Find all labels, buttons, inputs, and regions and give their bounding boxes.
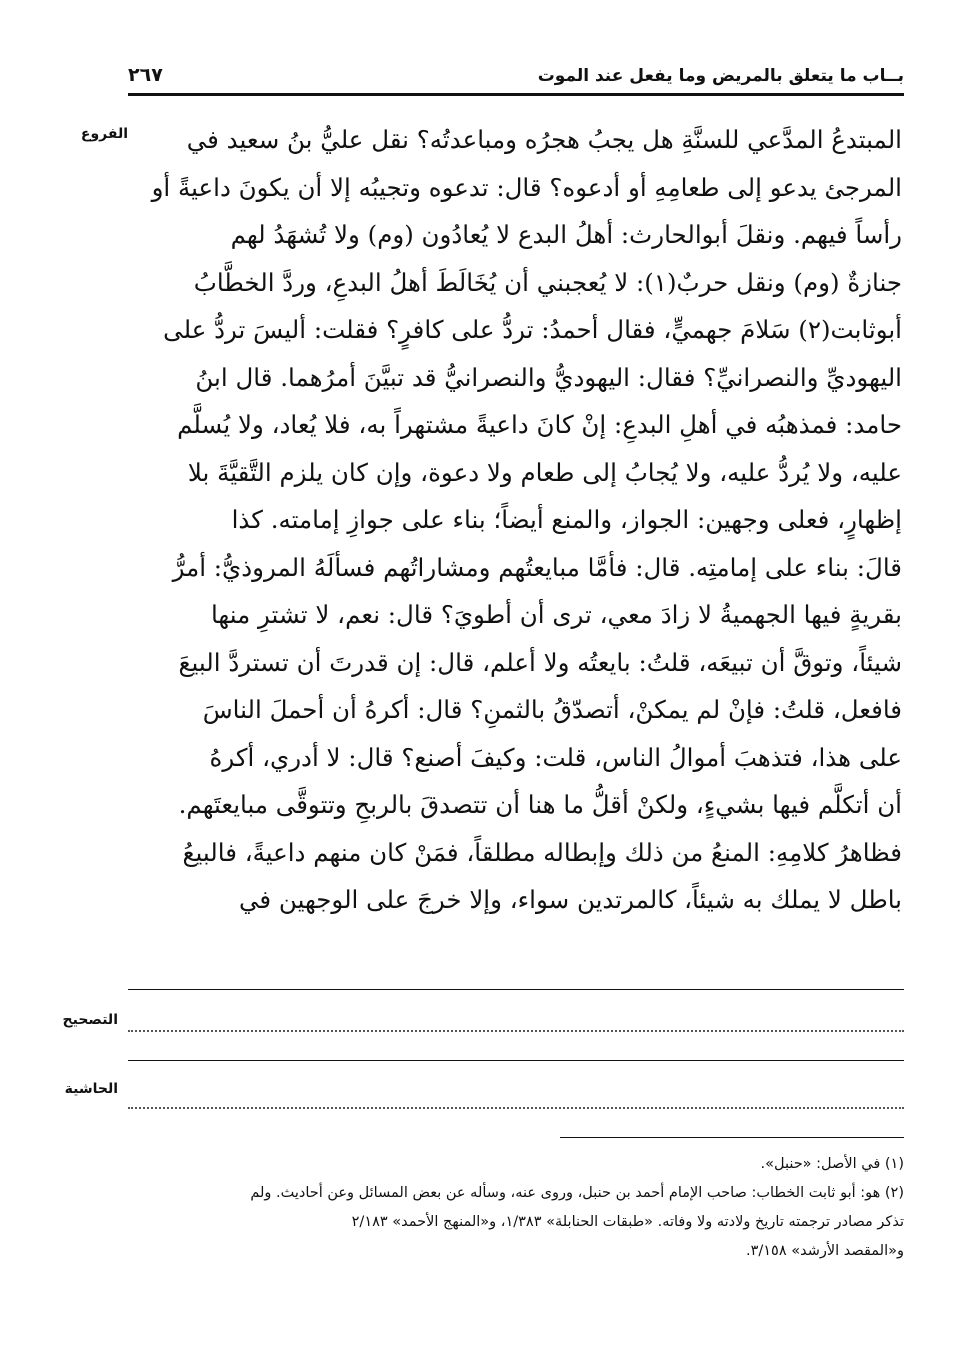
text-line: اليهوديِّ والنصرانيِّ؟ فقال: اليهوديُّ والنصرانيُّ قد تبيَّنَ أمرُهما. قال ابنُ (195, 362, 902, 392)
footnote-separator (560, 1137, 904, 1138)
text-line: رأساً فيهم. ونقلَ أبوالحارث: أهلُ البدع لا يُعادُون (وم) ولا تُشهَدُ لهم (230, 220, 902, 249)
running-title: بــاب ما يتعلق بالمريض وما يفعل عند الموت (537, 66, 904, 86)
dotted-line-hashiya (128, 1107, 904, 1109)
text-line: باطل لا يملك به شيئاً، كالمرتدين سواء، وإلا خرجَ على الوجهين في (239, 885, 902, 914)
section-rule-hashiya (128, 1060, 904, 1061)
footnotes (128, 1150, 904, 1266)
text-line: فظاهرُ كلامِهِ: المنعُ من ذلك وإبطاله مطلقاً، فمَنْ كان منهم داعيةً، فالبيعُ (182, 837, 902, 867)
footnote-line: تذكر مصادر ترجمته تاريخ ولادته ولا وفاته. «طبقات الحنابلة» ١/٣٨٣، و«المنهج الأحمد» ٢/١٨٣ (351, 1214, 904, 1230)
margin-label-hashiya: الحاشية (64, 1081, 118, 1097)
footnote-line: (١) في الأصل: «حنبل». (760, 1156, 904, 1172)
text-line: حامد: فمذهبُه في أهلِ البدعِ: إنْ كانَ داعيةً مشتهراً به، فلا يُعاد، ولا يُسلَّم (177, 410, 902, 439)
text-line: فافعل، قلتُ: فإنْ لم يمكنْ، أتصدّقُ بالثمنِ؟ قال: أكرهُ أن أحملَ الناسَ (202, 695, 902, 724)
dotted-line-tashih (128, 1030, 904, 1032)
footnote-line: (٢) هو: أبو ثابت الخطاب: صاحب الإمام أحمد بن حنبل، وروى عنه، وسأله عن بعض المسائل وعن أحاديث. ولم (250, 1185, 904, 1201)
text-line: شيئاً، وتوقَّ أن تبيعَه، قلتُ: بايعتُه ولا أعلم، قال: إن قدرتَ أن تستردَّ البيعَ (178, 647, 902, 677)
text-line: إظهارٍ، فعلى وجهين: الجواز، والمنع أيضاً؛ بناء على جوازِ إمامته. كذا (231, 505, 902, 534)
text-line: بقريةٍ فيها الجهميةُ لا زادَ معي، ترى أن أطويَ؟ قال: نعم، لا تشترِ منها (210, 600, 902, 629)
header-rule (128, 93, 904, 96)
text-line: المرجئ يدعو إلى طعامِهِ أو أدعوه؟ قال: تدعوه وتجيبُه إلا أن يكونَ داعيةً أو (151, 172, 902, 202)
text-line: أبوثابت(٢) سَلامَ جهميٍّ، فقال أحمدُ: تردُّ على كافرٍ؟ فقلت: أليسَ تردُّ على (163, 315, 902, 344)
text-line: قالَ: بناء على إمامتِه. قال: فأمَّا مبايعتُهم ومشاراتُهم فسألَهُ المروذيُّ: أمرُّ (172, 552, 902, 582)
text-line: عليه، ولا يُردُّ عليه، ولا يُجابُ إلى طعام ولا دعوة، وإن كان يلزم التَّقيَّةَ بلا (187, 457, 902, 487)
section-rule-tashih (128, 989, 904, 990)
margin-label-tashih: التصحيح (62, 1012, 118, 1028)
text-line: على هذا، فتذهبَ أموالُ الناس، قلت: وكيفَ أصنع؟ قال: لا أدري، أكرهُ (209, 742, 902, 772)
page-header (128, 44, 904, 92)
main-text (130, 116, 902, 972)
text-line: المبتدعُ المدَّعي للسنَّةِ هل يجبُ هجرُه ومباعدتُه؟ نقل عليُّ بنُ سعيد في (186, 125, 902, 154)
text-line: أن أتكلَّم فيها بشيءٍ، ولكنْ أقلُّ ما هنا أن تتصدقَ بالربحِ وتتوقَّى مبايعتَهم. (178, 790, 902, 819)
text-line: جنازةٌ (وم) ونقل حربٌ(١): لا يُعجبني أن يُخَالَطَ أهلُ البدعِ، وردَّ الخطَّابُ (193, 267, 902, 297)
footnote-line: و«المقصد الأرشد» ٣/١٥٨. (745, 1243, 904, 1259)
margin-label-furu: الفروع (80, 126, 128, 142)
page-number: ٢٦٧ (128, 64, 163, 86)
